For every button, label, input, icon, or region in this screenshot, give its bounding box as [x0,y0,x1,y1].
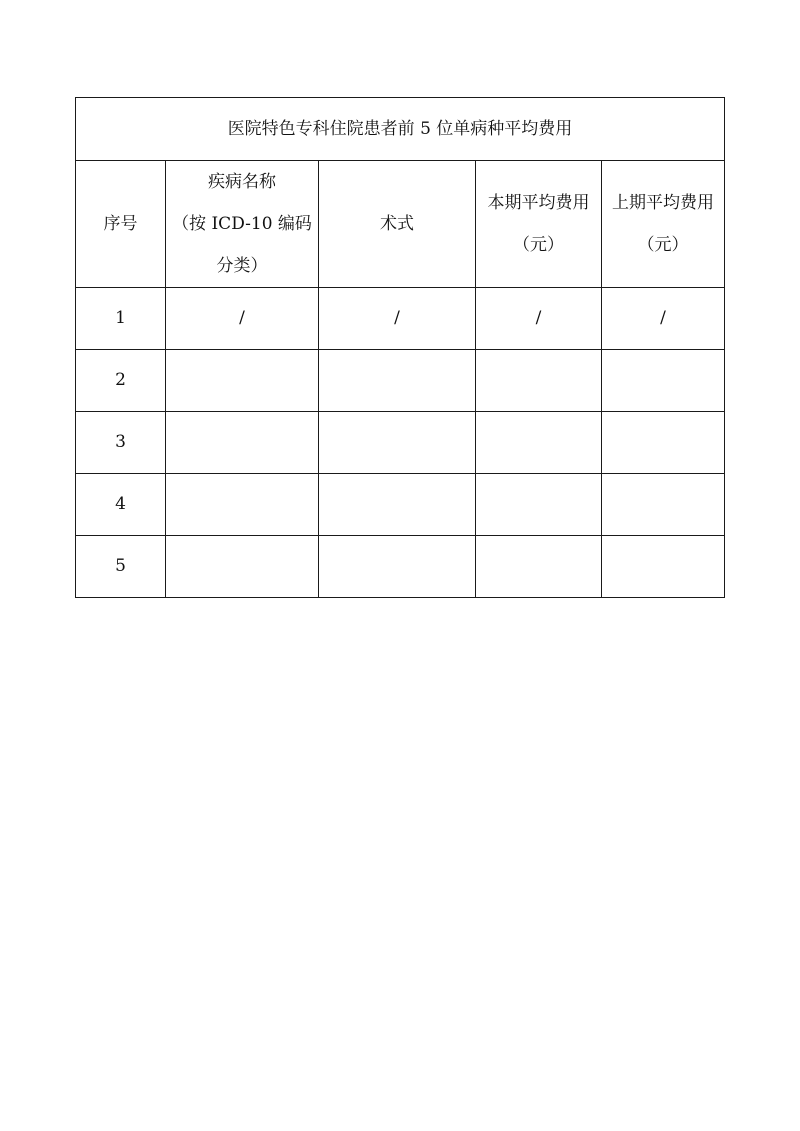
cell-current-fee [476,474,602,536]
cell-seq: 4 [76,474,166,536]
header-seq: 序号 [76,161,166,288]
cell-seq: 1 [76,288,166,350]
header-disease-line2: （按 ICD-10 编码 [172,214,312,234]
cell-surgery [319,412,476,474]
header-previous-line1: 上期平均费用 [612,193,714,213]
title-row [76,98,725,161]
table-row [76,350,725,412]
cell-disease [166,536,319,598]
cell-previous-fee [602,350,725,412]
cell-current-fee [476,350,602,412]
header-current-line2: （元） [513,235,564,255]
cell-surgery [319,350,476,412]
cell-seq: 2 [76,350,166,412]
fee-table [75,97,725,598]
cell-previous-fee [602,536,725,598]
table-title: 医院特色专科住院患者前 5 位单病种平均费用 [76,98,725,161]
cell-current-fee: / [476,288,602,350]
cell-previous-fee [602,474,725,536]
header-previous-line2: （元） [637,235,689,255]
cell-disease [166,474,319,536]
cell-disease: / [166,288,319,350]
cell-current-fee [476,412,602,474]
header-disease-line3: 分类） [216,256,268,276]
cell-previous-fee [602,412,725,474]
cell-surgery: / [319,288,476,350]
header-disease-line1: 疾病名称 [208,172,276,192]
cell-disease [166,350,319,412]
header-current-avg-fee [476,161,602,288]
table-row [76,536,725,598]
cell-surgery [319,474,476,536]
cell-surgery [319,536,476,598]
header-current-line1: 本期平均费用 [487,193,590,213]
cell-previous-fee: / [602,288,725,350]
cell-current-fee [476,536,602,598]
table-row [76,288,725,350]
cell-disease [166,412,319,474]
header-previous-avg-fee [602,161,725,288]
header-surgery: 术式 [319,161,476,288]
table-row [76,412,725,474]
cell-seq: 5 [76,536,166,598]
table-row [76,474,725,536]
header-disease-name [166,161,319,288]
header-row [76,161,725,288]
cell-seq: 3 [76,412,166,474]
